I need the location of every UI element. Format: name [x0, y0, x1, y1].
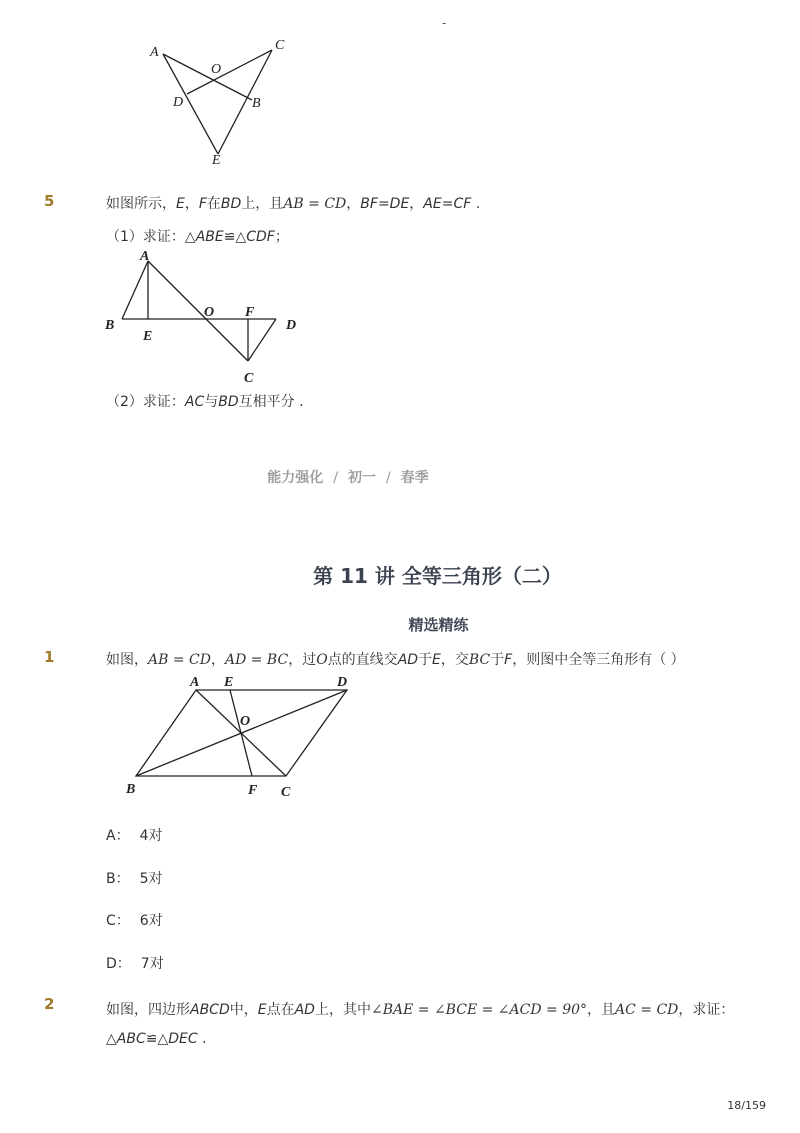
label-e: E — [143, 329, 153, 344]
question-number: 5 — [44, 192, 55, 210]
page-number: 18/159 — [727, 1099, 766, 1112]
label-d: D — [173, 95, 184, 110]
q2-statement: 如图，四边形ABCD中，E点在AD上，其中∠BAE = ∠BCE = ∠ACD = 90°，且AC = CD，求证： — [106, 1002, 735, 1018]
label-d: D — [286, 318, 297, 333]
running-header: 能力强化 / 初一 / 春季 — [267, 470, 429, 486]
segment-ab — [122, 261, 148, 319]
segment-ce — [218, 50, 272, 154]
label-f: F — [248, 783, 258, 798]
q2-statement-line2: △ABC≌△DEC . — [106, 1031, 207, 1047]
label-b: B — [126, 782, 136, 797]
label-e: E — [212, 153, 221, 168]
segment-ae — [163, 54, 218, 154]
option-d[interactable]: D： 7对 — [106, 956, 164, 972]
option-c[interactable]: C： 6对 — [106, 913, 163, 929]
label-o: O — [240, 714, 251, 729]
figure-top-triangles — [140, 30, 300, 170]
label-b: B — [105, 318, 115, 333]
label-a: A — [140, 249, 150, 264]
option-a[interactable]: A： 4对 — [106, 828, 163, 844]
segment-cd — [187, 50, 272, 94]
question-number: 1 — [44, 648, 55, 666]
figure-q1-parallelogram — [118, 668, 368, 808]
section-title: 精选精练 — [408, 616, 469, 634]
label-f: F — [245, 305, 255, 320]
chapter-title: 第 11 讲 全等三角形（二） — [313, 564, 562, 588]
figure-q5 — [100, 246, 310, 386]
top-mark: - — [442, 16, 447, 30]
label-d: D — [337, 675, 348, 690]
q5-statement: 如图所示，E，F在BD上，且AB = CD，BF=DE，AE=CF . — [106, 196, 481, 212]
label-e: E — [224, 675, 234, 690]
segment-cd — [248, 319, 276, 361]
label-c: C — [281, 785, 291, 800]
q5-part1: （1）求证：△ABE≌△CDF； — [106, 229, 289, 245]
label-b: B — [252, 96, 261, 111]
q5-part2: （2）求证：AC与BD互相平分 . — [106, 394, 304, 410]
segment-ef — [230, 690, 252, 776]
label-o: O — [204, 305, 215, 320]
label-o: O — [211, 62, 222, 77]
label-a: A — [150, 45, 159, 60]
q1-statement: 如图，AB = CD，AD = BC，过O点的直线交AD于E，交BC于F，则图中全等三角形有（ ） — [106, 652, 685, 668]
question-number: 2 — [44, 995, 55, 1013]
label-c: C — [275, 38, 285, 53]
segment-ac — [148, 261, 248, 361]
option-b[interactable]: B： 5对 — [106, 871, 163, 887]
label-a: A — [190, 675, 200, 690]
label-c: C — [244, 371, 254, 386]
